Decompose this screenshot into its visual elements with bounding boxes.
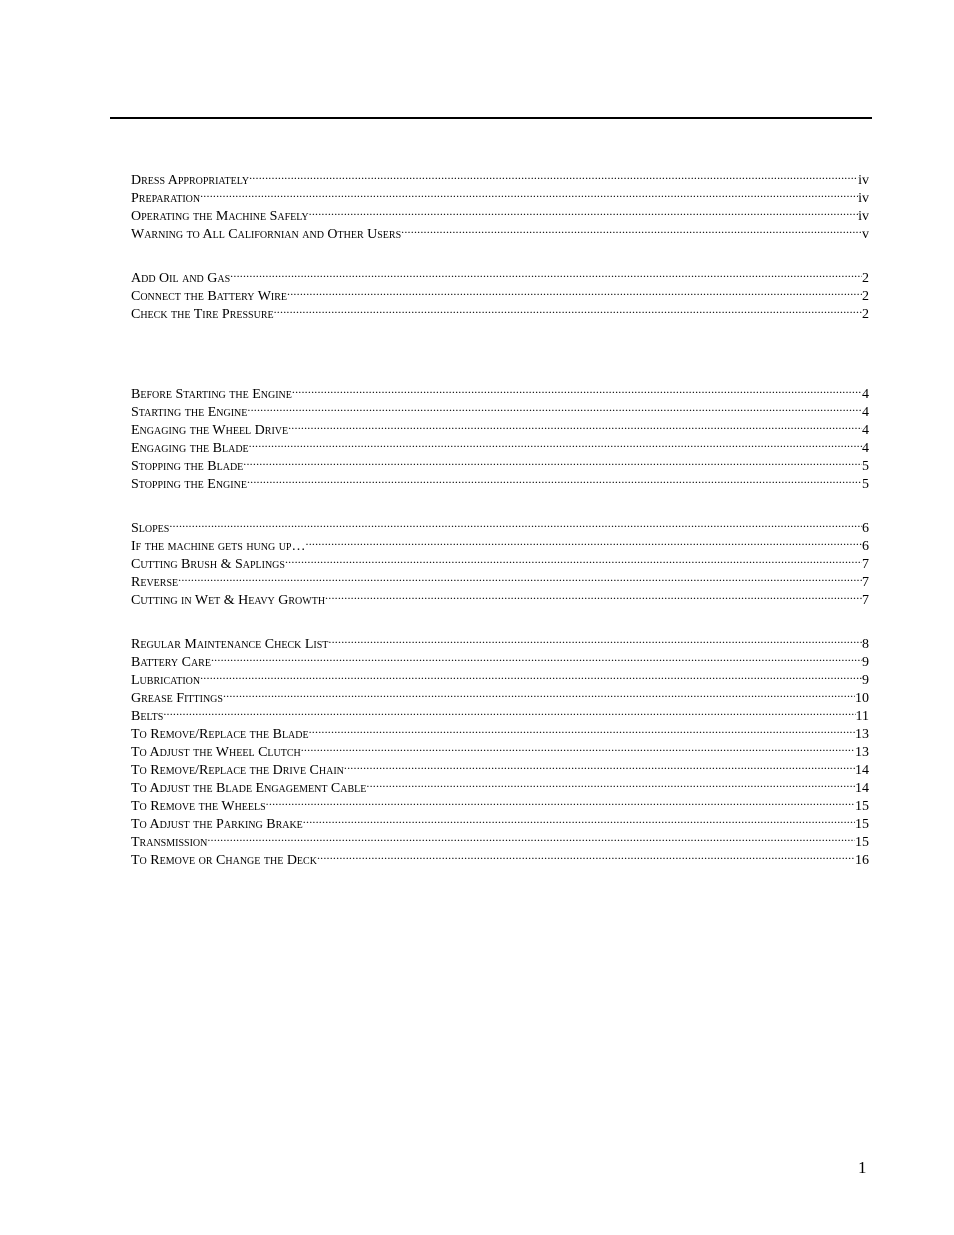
toc-dot-leader <box>247 470 862 488</box>
toc-entry-title: Stopping the Engine <box>131 477 247 492</box>
toc-entry[interactable] <box>131 184 869 206</box>
toc-entry[interactable] <box>131 828 869 850</box>
toc-entry-title: Reverse <box>131 575 179 590</box>
toc-entry-title: Slopes <box>131 521 170 536</box>
toc-entry-title: To Remove/Replace the Blade <box>131 727 309 742</box>
toc-entry-page: 7 <box>862 593 869 608</box>
toc-dot-leader <box>266 792 855 810</box>
toc-entry[interactable] <box>131 666 869 688</box>
toc-dot-leader <box>200 184 858 202</box>
toc-dot-leader <box>249 166 858 184</box>
toc-entry-title: Transmission <box>131 835 208 850</box>
toc-entry-title: Warning to All Californian and Other Users <box>131 227 402 242</box>
toc-dot-leader <box>230 264 862 282</box>
toc-entry-title: Dress Appropriately <box>131 173 250 188</box>
toc-entry-title: Operating the Machine Safely <box>131 209 309 224</box>
toc-dot-leader <box>401 220 862 238</box>
toc-entry-title: Stopping the Blade <box>131 459 244 474</box>
top-horizontal-rule <box>110 117 872 119</box>
toc-entry-page: 14 <box>855 781 869 796</box>
toc-group <box>131 264 869 322</box>
toc-dot-leader <box>306 532 863 550</box>
toc-entry-page: iv <box>858 173 869 188</box>
toc-entry-title: To Remove/Replace the Drive Chain <box>131 763 344 778</box>
toc-dot-leader <box>247 398 862 416</box>
toc-entry[interactable] <box>131 846 869 868</box>
toc-entry-title: Cutting Brush & Saplings <box>131 557 285 572</box>
toc-dot-leader <box>292 380 862 398</box>
toc-entry-page: 13 <box>855 727 869 742</box>
toc-entry-page: 14 <box>855 763 869 778</box>
toc-entry-page: 4 <box>862 387 869 402</box>
toc-entry-title: Lubrication <box>131 673 201 688</box>
toc-entry-page: 15 <box>855 817 869 832</box>
toc-dot-leader <box>169 514 862 532</box>
toc-entry-page: 2 <box>862 307 869 322</box>
toc-dot-leader <box>366 774 855 792</box>
toc-dot-leader <box>287 282 862 300</box>
toc-dot-leader <box>207 828 855 846</box>
toc-entry-page: iv <box>858 191 869 206</box>
toc-entry-page: iv <box>858 209 869 224</box>
toc-entry-page: 11 <box>855 709 869 724</box>
toc-entry-title: To Remove or Change the Deck <box>131 853 317 868</box>
toc-entry-title: If the machine gets hung up… <box>131 539 306 554</box>
toc-entry[interactable] <box>131 702 869 724</box>
toc-dot-leader <box>285 550 862 568</box>
toc-entry[interactable] <box>131 684 869 706</box>
toc-dot-leader <box>288 416 862 434</box>
toc-entry-page: 13 <box>855 745 869 760</box>
toc-entry-page: 2 <box>862 289 869 304</box>
toc-dot-leader <box>309 202 858 220</box>
toc-entry-title: Connect the Battery Wire <box>131 289 288 304</box>
toc-group <box>131 630 869 868</box>
toc-entry-title: Starting the Engine <box>131 405 248 420</box>
toc-entry-page: 9 <box>862 655 869 670</box>
table-of-contents <box>131 166 869 868</box>
toc-dot-leader <box>178 568 862 586</box>
toc-dot-leader <box>328 630 862 648</box>
toc-entry-page: 4 <box>862 423 869 438</box>
toc-entry[interactable] <box>131 202 869 224</box>
toc-entry[interactable] <box>131 264 869 286</box>
toc-entry-title: Cutting in Wet & Heavy Growth <box>131 593 326 608</box>
toc-entry-page: 5 <box>862 477 869 492</box>
toc-entry-page: 16 <box>855 853 869 868</box>
toc-group <box>131 380 869 492</box>
toc-dot-leader <box>301 738 855 756</box>
toc-entry-page: 8 <box>862 637 869 652</box>
toc-entry-title: Grease Fittings <box>131 691 223 706</box>
toc-dot-leader <box>344 756 855 774</box>
toc-dot-leader <box>325 586 862 604</box>
toc-entry[interactable] <box>131 166 869 188</box>
toc-dot-leader <box>309 720 855 738</box>
toc-entry-title: To Adjust the Wheel Clutch <box>131 745 301 760</box>
toc-dot-leader <box>200 666 862 684</box>
toc-dot-leader <box>317 846 855 864</box>
toc-entry-page: 15 <box>855 835 869 850</box>
toc-dot-leader <box>243 452 862 470</box>
toc-entry-page: 7 <box>862 575 869 590</box>
toc-entry-title: Engaging the Blade <box>131 441 249 456</box>
toc-entry[interactable] <box>131 648 869 670</box>
toc-entry-title: Preparation <box>131 191 201 206</box>
toc-entry[interactable] <box>131 568 869 590</box>
page-number: 1 <box>858 1158 867 1177</box>
toc-entry-page: 6 <box>862 539 869 554</box>
toc-entry[interactable] <box>131 514 869 536</box>
toc-entry-page: 15 <box>855 799 869 814</box>
toc-entry-title: To Remove the Wheels <box>131 799 266 814</box>
toc-dot-leader <box>303 810 855 828</box>
toc-entry[interactable] <box>131 586 869 608</box>
toc-entry-title: Regular Maintenance Check List <box>131 637 329 652</box>
toc-entry-page: 5 <box>862 459 869 474</box>
toc-entry-title: To Adjust the Blade Engagement Cable <box>131 781 367 796</box>
toc-entry-title: Add Oil and Gas <box>131 271 231 286</box>
toc-dot-leader <box>211 648 862 666</box>
toc-entry[interactable] <box>131 380 869 402</box>
toc-entry-page: 4 <box>862 441 869 456</box>
toc-entry-page: 4 <box>862 405 869 420</box>
toc-entry-title: Check the Tire Pressure <box>131 307 274 322</box>
toc-entry[interactable] <box>131 720 869 742</box>
toc-entry-page: 7 <box>862 557 869 572</box>
toc-entry-page: 2 <box>862 271 869 286</box>
toc-entry-page: 6 <box>862 521 869 536</box>
toc-entry[interactable] <box>131 630 869 652</box>
toc-entry-title: Engaging the Wheel Drive <box>131 423 289 438</box>
toc-dot-leader <box>163 702 855 720</box>
toc-entry[interactable] <box>131 282 869 304</box>
toc-group <box>131 514 869 608</box>
toc-dot-leader <box>274 300 862 318</box>
toc-entry-title: To Adjust the Parking Brake <box>131 817 303 832</box>
toc-entry-page: v <box>862 227 869 242</box>
toc-entry-page: 9 <box>862 673 869 688</box>
toc-entry-title: Battery Care <box>131 655 211 670</box>
toc-entry-title: Before Starting the Engine <box>131 387 292 402</box>
toc-group <box>131 166 869 242</box>
toc-entry-page: 10 <box>855 691 869 706</box>
toc-dot-leader <box>223 684 855 702</box>
toc-entry-title: Belts <box>131 709 164 724</box>
toc-entry[interactable] <box>131 532 869 554</box>
toc-dot-leader <box>249 434 862 452</box>
